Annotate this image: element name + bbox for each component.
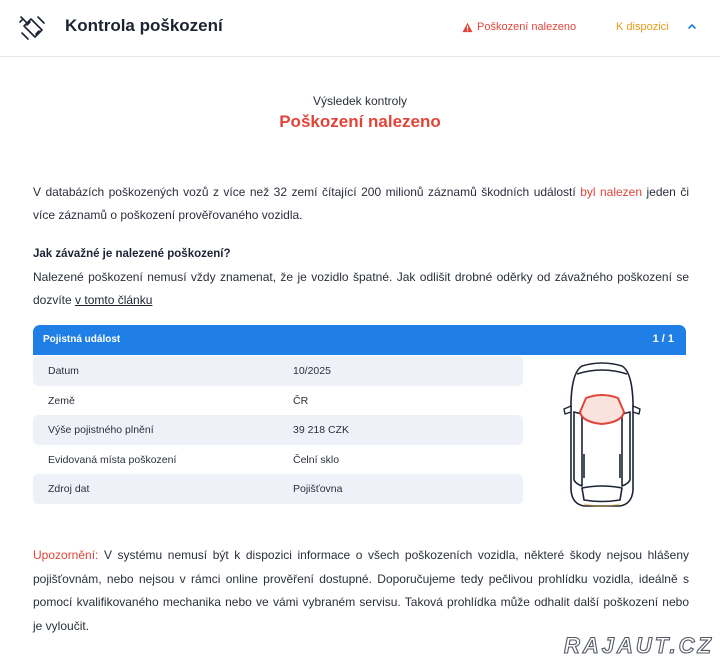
result-title: Poškození nalezeno [279,112,441,131]
event-counter: 1 / 1 [652,333,674,345]
row-key: Evidovaná místa poškození [48,453,177,466]
row-key: Výše pojistného plnění [48,424,154,437]
watermark-logo [480,632,716,658]
car-damage-icon [18,13,48,43]
warning-icon [462,22,473,33]
notice-paragraph [33,544,689,638]
notice-text: V systému nemusí být k dispozici informace o všech poškozeních vozidla, některé škody nejsou hlášeny pojišťovnám, nebo nejsou v rámci online prověření dostupné. Doporučujeme tedy pečlivou prohlídku vozidla, ideálně s pomocí kvalifikovaného mechanika nebo ve vámi vybraném servisu. Taková prohlídka může odhalit další poškození nebo je vyloučit. [33,548,689,633]
row-key: Země [48,394,75,407]
status-indicator [462,21,576,33]
damaged-windshield [580,395,624,424]
result-subtitle: Výsledek kontroly [312,94,408,108]
table-row [33,415,523,445]
table-row [33,356,523,386]
header-bar [0,0,720,57]
table-row [33,386,523,416]
intro-text-1: V databázích poškozených vozů z více než 32 zemí čítající 200 milionů záznamů škodních událostí [33,185,581,199]
severity-text: Nalezené poškození nemusí vždy znamenat, že je vozidlo špatné. Jak odlišit drobné oděrky od závažného poškození se dozvíte [33,270,689,307]
row-key: Zdroj dat [48,483,90,496]
watermark-text: RAJAUT.CZ [563,633,714,658]
intro-highlight: byl nalezen [580,185,643,199]
availability-text: K dispozici [616,21,669,33]
table-row [33,445,523,475]
row-value: Pojišťovna [293,483,343,496]
status-text: Poškození nalezeno [477,21,577,33]
chevron-up-icon[interactable] [686,20,698,32]
row-value: Čelní sklo [293,453,340,466]
row-value: ČR [293,394,309,407]
insurance-event-header [33,325,686,355]
row-value: 39 218 CZK [293,424,350,437]
car-damage-diagram [562,362,642,508]
notice-label: Upozornění: [33,548,99,562]
page-title: Kontrola poškození [65,16,223,35]
intro-text-2: jeden či více záznamů o poškození prověřovaného vozidla. [33,185,689,222]
article-link[interactable]: v tomto článku [75,292,153,307]
table-row [33,474,523,504]
severity-heading: Jak závažné je nalezené poškození? [33,248,231,260]
intro-paragraph [33,181,689,226]
event-label: Pojistná událost [43,334,121,345]
row-key: Datum [48,365,79,377]
severity-paragraph [33,266,689,311]
event-details-table [33,356,523,504]
row-value: 10/2025 [293,365,331,377]
